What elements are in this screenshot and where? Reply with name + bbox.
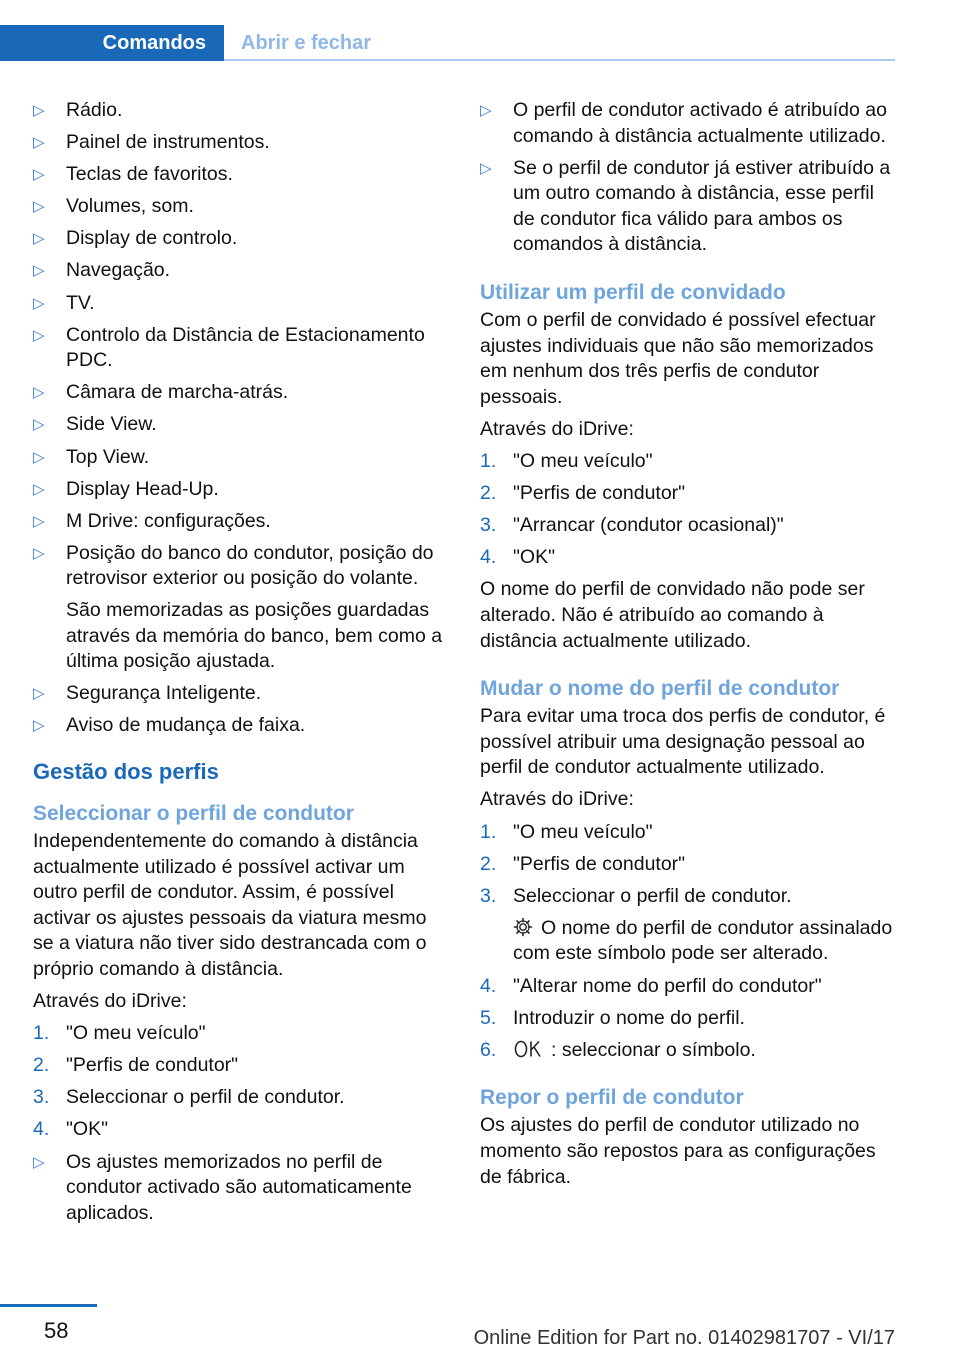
bullet-triangle-icon: ▷ [480,102,492,119]
bullet-triangle-icon: ▷ [33,294,45,312]
list-item: ▷ Câmara de marcha-atrás. [33,380,449,406]
step-item: 2. "Perfis de condutor" [480,852,686,875]
bullet-triangle-icon: ▷ [33,198,45,216]
paragraph: Através do iDrive: [33,990,187,1013]
list-item: ▷ Controlo da Distância de Estacionamento PDC. [33,323,425,372]
step-item: 1. "O meu veículo" [480,820,653,843]
list-item: ▷ O perfil de condutor activado é atribuído ao comando à distância actualmente utilizado. [480,99,887,147]
step-item: 3. Seleccionar o perfil de condutor. [33,1086,345,1109]
step-item: 5. Introduzir o nome do perfil. [480,1006,745,1029]
footer-edition: Online Edition for Part no. 01402981707 - VI/17 [473,1327,895,1349]
paragraph: Através do iDrive: [480,417,634,440]
step-item: 2. "Perfis de condutor" [480,482,686,505]
list-item-note: São memorizadas as posições guardadas através da memória do banco, bem como a última posição ajustada. [66,599,443,673]
bullet-triangle-icon: ▷ [33,717,45,735]
footer-rule [0,1304,97,1307]
list-item: ▷ Segurança Inteligente. [33,681,449,707]
section-heading: Gestão dos perfis [33,758,219,784]
list-item: ▷ Os ajustes memorizados no perfil de condutor activado são automaticamente aplicados. [33,1150,412,1224]
subsection-heading: Utilizar um perfil de convidado [480,281,786,305]
list-item: ▷ Navegação. [33,258,449,284]
list-item: ▷ TV. [33,291,449,317]
list-item: ▷ Teclas de favoritos. [33,162,449,188]
header-tabs [0,25,895,61]
paragraph: Os ajustes do perfil de condutor utilizado no momento são repostos para as configurações de fábrica. [480,1114,876,1188]
list-item: ▷ Aviso de mudança de faixa. [33,713,449,739]
bullet-triangle-icon: ▷ [33,544,45,562]
bullet-triangle-icon: ▷ [33,166,45,184]
left-column [33,98,449,1233]
bullet-triangle-icon: ▷ [33,480,45,498]
tab-abrir-e-fechar: Abrir e fechar [241,31,372,54]
bullet-triangle-icon: ▷ [33,416,45,434]
paragraph: Independentemente do comando à distância actualmente utilizado é possível activar um outro perfil de condutor. Assim, é possível activar os ajustes pessoais da viatura mesmo se a viatura não tiver sido destrancada com o próprio comando à distância. [33,829,427,980]
paragraph: Para evitar uma troca dos perfis de condutor, é possível atribuir uma designação pessoal ao perfil de condutor actualmente utilizado. [480,705,886,779]
bullet-triangle-icon: ▷ [33,134,45,152]
step-item: 6. : seleccionar o símbolo. [480,1038,756,1061]
step-item: 3. Seleccionar o perfil de condutor. [480,884,792,907]
list-item: ▷ Rádio. [33,98,449,124]
ok-symbol-icon [513,1039,543,1059]
bullet-triangle-icon: ▷ [480,159,492,177]
step-note: O nome do perfil de condutor assinalado com este símbolo pode ser alterado. [513,916,893,965]
step-item: 4. "OK" [33,1118,109,1141]
bullet-triangle-icon: ▷ [33,230,45,248]
bullet-triangle-icon: ▷ [33,326,45,344]
subsection-heading: Repor o perfil de condutor [480,1086,744,1110]
step-item: 4. "Alterar nome do perfil do condutor" [480,974,822,997]
bullet-triangle-icon: ▷ [33,448,45,466]
tab-comandos: Comandos [0,25,224,61]
list-item: ▷ Display Head-Up. [33,477,449,503]
bullet-triangle-icon: ▷ [33,102,45,119]
page-number: 58 [44,1318,69,1343]
list-item: ▷ Display de controlo. [33,226,449,252]
paragraph: O nome do perfil de convidado não pode ser alterado. Não é atribuído ao comando à distância actualmente utilizado. [480,578,865,652]
list-item: ▷ Side View. [33,412,449,438]
bullet-triangle-icon: ▷ [33,685,45,703]
subsection-heading: Seleccionar o perfil de condutor [33,801,354,825]
step-item: 1. "O meu veículo" [33,1022,206,1045]
header-rule [224,59,895,61]
step-item: 1. "O meu veículo" [480,450,653,473]
step-item: 3. "Arrancar (condutor ocasional)" [480,514,784,537]
subsection-heading: Mudar o nome do perfil de condutor [480,677,840,701]
list-item: ▷ Painel de instrumentos. [33,130,449,156]
bullet-triangle-icon: ▷ [33,384,45,402]
paragraph: Através do iDrive: [480,788,634,811]
step-item: 2. "Perfis de condutor" [33,1054,239,1077]
list-item-seat-memory: ▷ Posição do banco do condutor, posição do retrovisor exterior ou posição do volante. São memorizadas as posições guardadas através da memória do banco, bem como a última posição ajustada. [33,541,449,675]
bullet-triangle-icon: ▷ [33,1153,45,1171]
step-item: 4. "OK" [480,546,556,569]
list-item: ▷ M Drive: configurações. [33,509,449,535]
list-item: ▷ Se o perfil de condutor já estiver atribuído a um outro comando à distância, esse perfil de condutor fica válido para ambos os comandos à distância. [480,156,891,256]
list-item: ▷ Top View. [33,445,449,471]
right-column [480,98,896,1197]
bullet-triangle-icon: ▷ [33,262,45,280]
list-item: ▷ Volumes, som. [33,194,449,220]
gear-icon [513,917,533,937]
bullet-triangle-icon: ▷ [33,512,45,530]
paragraph: Com o perfil de convidado é possível efectuar ajustes individuais que não são memorizados em nenhum dos três perfis de condutor pessoais. [480,309,876,408]
